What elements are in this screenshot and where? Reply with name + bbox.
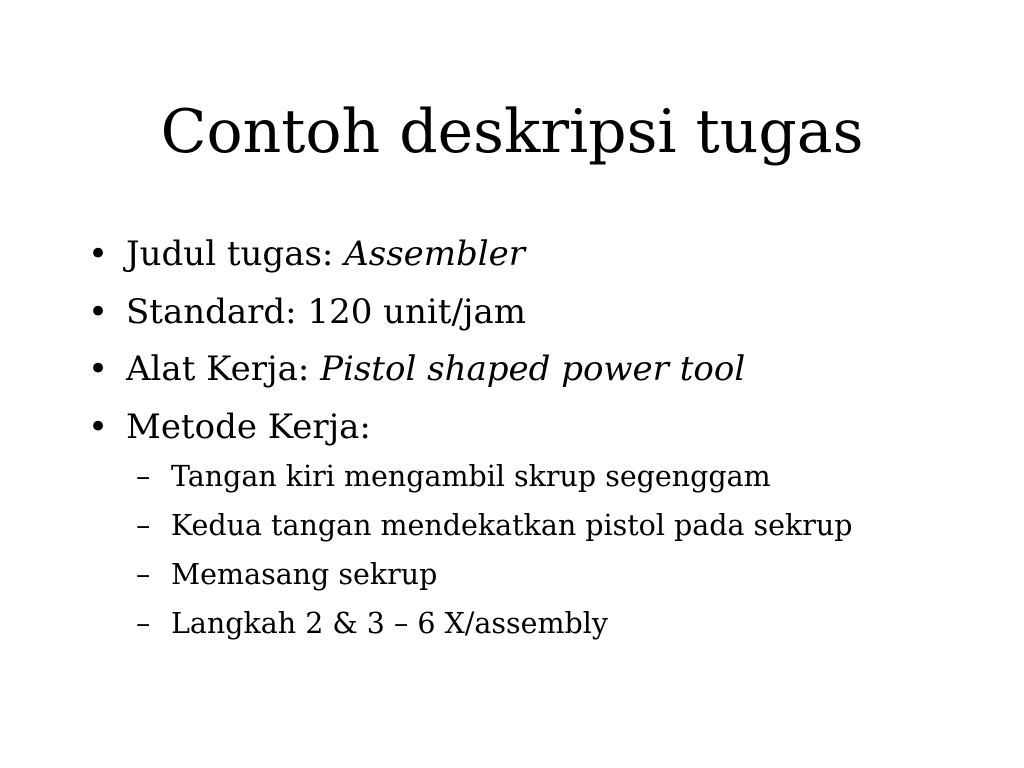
bullet-label: Judul tugas: xyxy=(126,234,345,274)
sub-bullet-item xyxy=(88,599,988,648)
bullet-value: Pistol shaped power tool xyxy=(320,349,746,389)
sub-bullet-item xyxy=(88,452,988,501)
sub-bullet-text: Tangan kiri mengambil skrup segenggam xyxy=(171,460,771,493)
bullet-list xyxy=(88,226,988,648)
dash-icon: – xyxy=(136,558,151,591)
dash-icon: – xyxy=(136,607,151,640)
sub-bullet-text: Memasang sekrup xyxy=(171,558,438,591)
bullet-icon: • xyxy=(88,234,109,274)
sub-bullet-item xyxy=(88,550,988,599)
bullet-item-job-title xyxy=(88,226,988,284)
bullet-label: Standard: 120 unit/jam xyxy=(126,291,526,332)
bullet-item-standard xyxy=(88,284,988,342)
sub-bullet-list xyxy=(88,452,988,648)
bullet-value: Assembler xyxy=(344,234,526,274)
bullet-icon: • xyxy=(88,406,109,447)
bullet-label: Metode Kerja: xyxy=(126,406,371,447)
bullet-icon: • xyxy=(88,349,109,389)
sub-bullet-text: Langkah 2 & 3 – 6 X/assembly xyxy=(171,607,608,640)
sub-bullet-text: Kedua tangan mendekatkan pistol pada sekrup xyxy=(171,509,853,542)
bullet-icon: • xyxy=(88,291,109,332)
bullet-label: Alat Kerja: xyxy=(126,349,321,389)
sub-bullet-item xyxy=(88,501,988,550)
sub-bullet-container xyxy=(88,452,988,648)
bullet-item-work-method xyxy=(88,399,988,457)
slide-title: Contoh deskripsi tugas xyxy=(160,97,864,167)
bullet-item-work-tool xyxy=(88,341,988,399)
dash-icon: – xyxy=(136,460,151,493)
dash-icon: – xyxy=(136,509,151,542)
